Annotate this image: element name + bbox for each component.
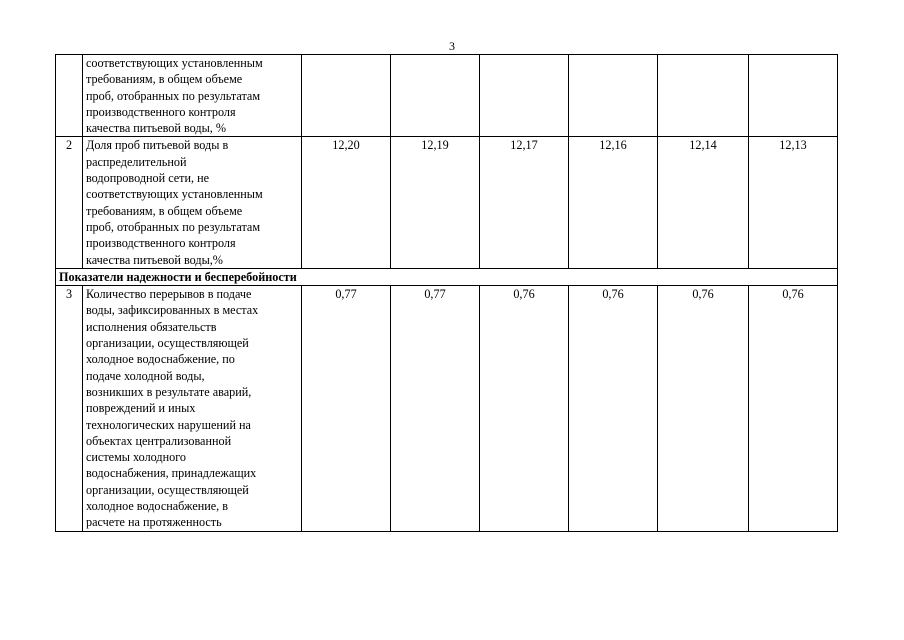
table-row: [56, 137, 838, 268]
value-cell: 12,13: [749, 137, 838, 268]
value-cell: 12,17: [480, 137, 569, 268]
value-cell: [302, 55, 391, 137]
value-cell: 12,19: [391, 137, 480, 268]
table-row: [56, 286, 838, 531]
value-cell: [749, 55, 838, 137]
indicators-table: [55, 54, 838, 532]
value-cell: 12,14: [658, 137, 749, 268]
indicator-description: соответствующих установленным требованиям, в общем объеме проб, отобранных по результатам производственного контроля качества питьевой воды, %: [83, 55, 302, 137]
row-number: 2: [56, 137, 83, 268]
value-cell: [391, 55, 480, 137]
value-cell: 0,77: [391, 286, 480, 531]
indicator-description: Доля проб питьевой воды в распределительной водопроводной сети, не соответствующих установленным требованиям, в общем объеме проб, отобранных по результатам производственного контроля качества питьевой воды,%: [83, 137, 302, 268]
row-number: 3: [56, 286, 83, 531]
value-cell: 0,77: [302, 286, 391, 531]
page-number: 3: [449, 39, 455, 53]
row-number: [56, 55, 83, 137]
table-row: [56, 55, 838, 137]
indicator-description: Количество перерывов в подаче воды, зафиксированных в местах исполнения обязательств организации, осуществляющей холодное водоснабжение, по подаче холодной воды, возникших в результате аварий, повреждений и иных технологических нарушений на объектах централизованной системы холодного водоснабжения, принадлежащих организации, осуществляющей холодное водоснабжение, в расчете на протяженность: [83, 286, 302, 531]
value-cell: 0,76: [749, 286, 838, 531]
value-cell: [658, 55, 749, 137]
value-cell: [480, 55, 569, 137]
value-cell: [569, 55, 658, 137]
value-cell: 0,76: [480, 286, 569, 531]
value-cell: 0,76: [658, 286, 749, 531]
value-cell: 12,16: [569, 137, 658, 268]
value-cell: 0,76: [569, 286, 658, 531]
section-header: Показатели надежности и бесперебойности: [56, 268, 838, 285]
section-header-row: [56, 268, 838, 285]
value-cell: 12,20: [302, 137, 391, 268]
